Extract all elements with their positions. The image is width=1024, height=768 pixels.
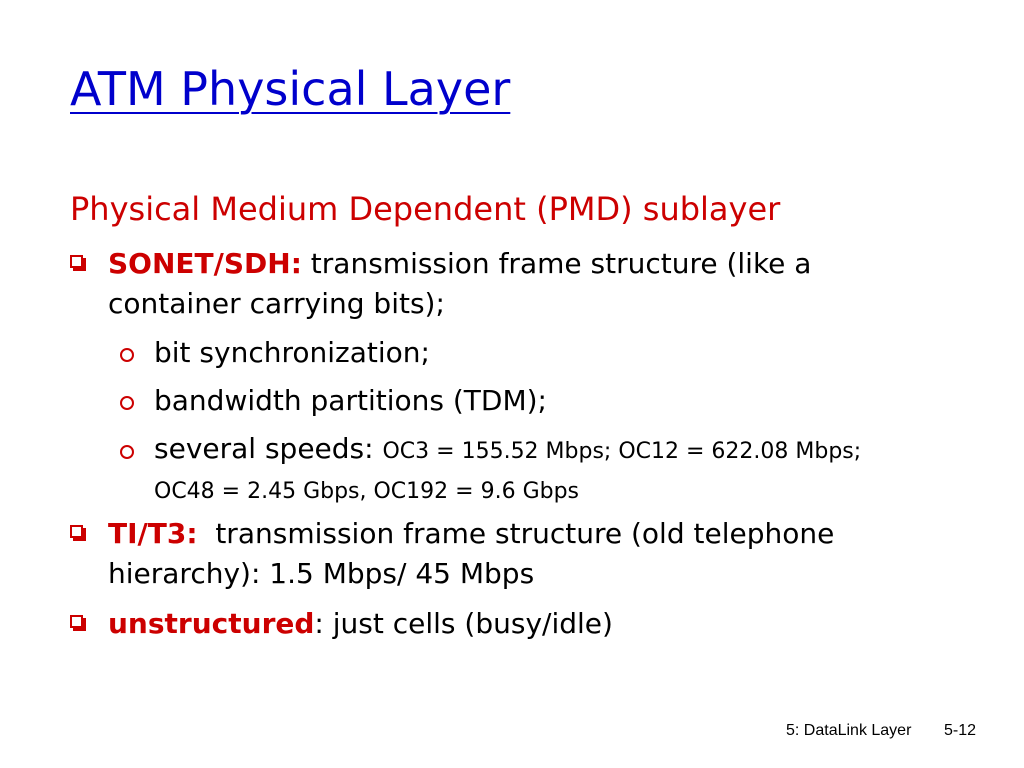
footer-page-number: 5-12 bbox=[944, 722, 977, 739]
circle-bullet-icon bbox=[120, 348, 134, 362]
bullet-text: transmission frame structure (old telephone hierarchy): 1.5 Mbps/ 45 Mbps bbox=[108, 517, 844, 590]
bullet-sonet-sdh bbox=[70, 244, 950, 324]
square-bullet-icon bbox=[70, 525, 83, 538]
circle-bullet-icon bbox=[120, 396, 134, 410]
footer-chapter: 5: DataLink Layer bbox=[786, 722, 912, 739]
subbullet-detail: OC3 = 155.52 Mbps; OC12 = 622.08 Mbps; OC48 = 2.45 Gbps, OC192 = 9.6 Gbps bbox=[154, 439, 862, 504]
bullet-key: TI/T3: bbox=[108, 517, 198, 550]
subbullet-bandwidth bbox=[118, 381, 898, 421]
subbullet-speeds bbox=[118, 430, 898, 510]
slide-title: ATM Physical Layer bbox=[70, 62, 511, 116]
bullet-text: : just cells (busy/idle) bbox=[314, 607, 613, 640]
subbullet-text: bit synchronization; bbox=[154, 336, 430, 369]
bullet-unstructured bbox=[70, 604, 950, 644]
bullet-key: unstructured bbox=[108, 607, 315, 640]
square-bullet-icon bbox=[70, 615, 83, 628]
subbullet-text: several speeds: bbox=[154, 432, 383, 465]
subbullet-text: bandwidth partitions (TDM); bbox=[154, 384, 547, 417]
circle-bullet-icon bbox=[120, 445, 134, 459]
bullet-t1-t3 bbox=[70, 514, 950, 594]
square-bullet-icon bbox=[70, 255, 83, 268]
subbullet-bit-sync bbox=[118, 333, 898, 373]
slide-subtitle: Physical Medium Dependent (PMD) sublayer bbox=[70, 190, 781, 228]
bullet-key: SONET/SDH: bbox=[108, 247, 302, 280]
bullet-text: transmission frame structure (like a container carrying bits); bbox=[108, 247, 812, 320]
